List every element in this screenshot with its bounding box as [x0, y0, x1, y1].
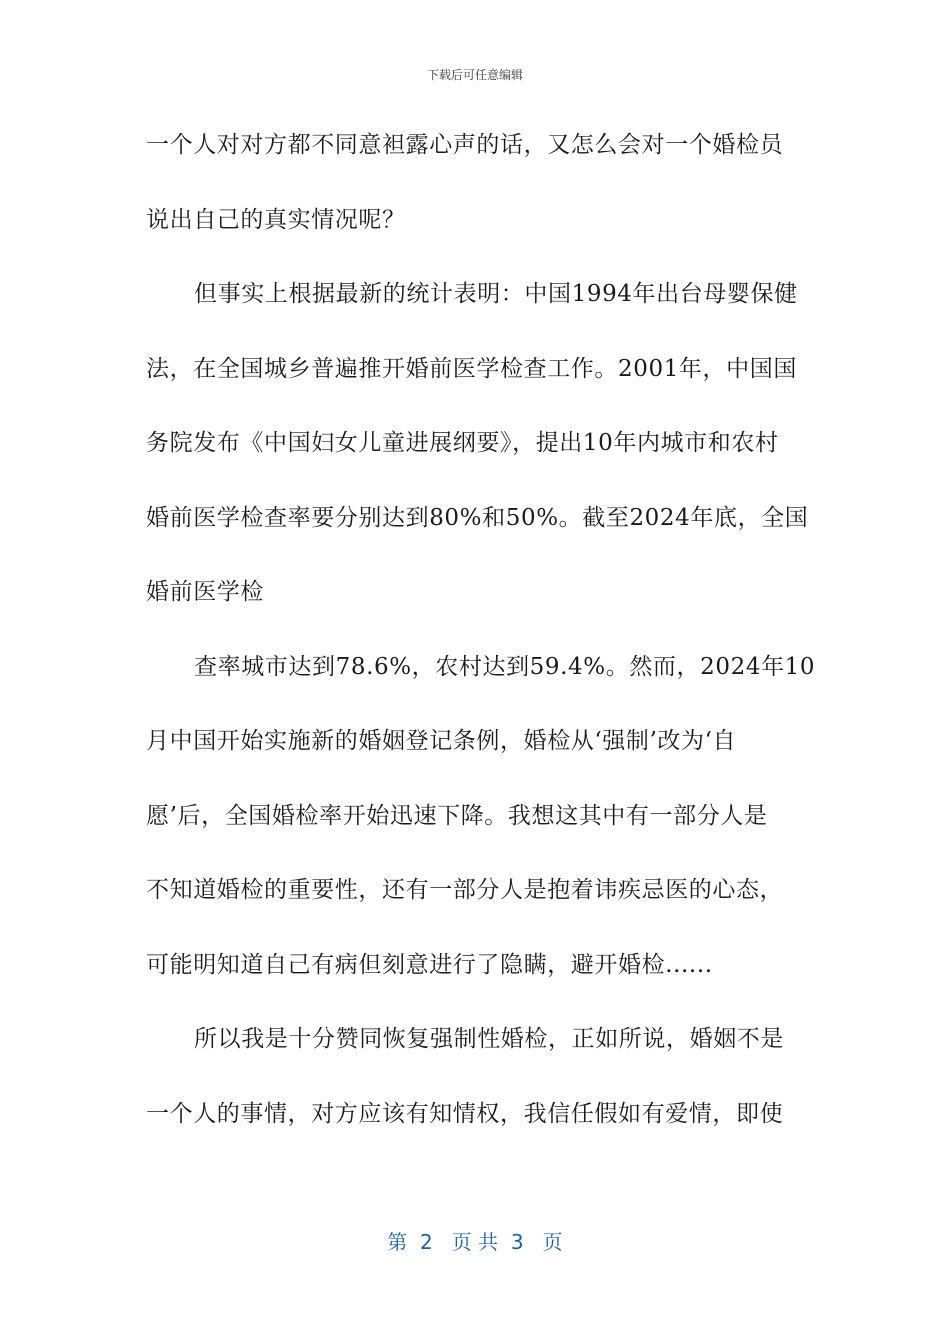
text-line: 法，在全国城乡普遍推开婚前医学检查工作。2001年，中国国	[146, 355, 797, 382]
text-line: 不知道婚检的重要性，还有一部分人是抱着讳疾忌医的心态，	[146, 877, 784, 903]
page-number-footer: 第 2 页 共 3 页	[387, 1230, 563, 1254]
document-body	[146, 118, 816, 1161]
text-line: 说出自己的真实情况呢？	[146, 206, 406, 233]
text-line: 婚前医学检	[146, 579, 264, 605]
text-line: 婚前医学检查率要分别达到80%和50%。截至2024年底，全国	[146, 504, 809, 531]
header-note: 下载后可任意编辑	[426, 68, 523, 82]
paragraph-start-line: 查率城市达到78.6%，农村达到59.4%。然而，2024年10	[194, 653, 816, 680]
text-line: 月中国开始实施新的婚姻登记条例，婚检从‘强制’改为‘自	[146, 728, 737, 754]
text-line: 一个人对对方都不同意袒露心声的话，又怎么会对一个婚检员	[146, 132, 784, 158]
text-line: 一个人的事情，对方应该有知情权，我信任假如有爱情，即使	[146, 1100, 784, 1127]
text-line: 愿’后，全国婚检率开始迅速下降。我想这其中有一部分人是	[146, 802, 768, 829]
paragraph-start-line: 所以我是十分赞同恢复强制性婚检，正如所说，婚姻不是	[194, 1026, 784, 1052]
text-line: 务院发布《中国妇女儿童进展纲要》，提出10年内城市和农村	[146, 430, 779, 456]
paragraph-start-line: 但事实上根据最新的统计表明：中国1994年出台母婴保健	[194, 281, 798, 307]
text-line: 可能明知道自己有病但刻意进行了隐瞒，避开婚检......	[146, 951, 713, 978]
